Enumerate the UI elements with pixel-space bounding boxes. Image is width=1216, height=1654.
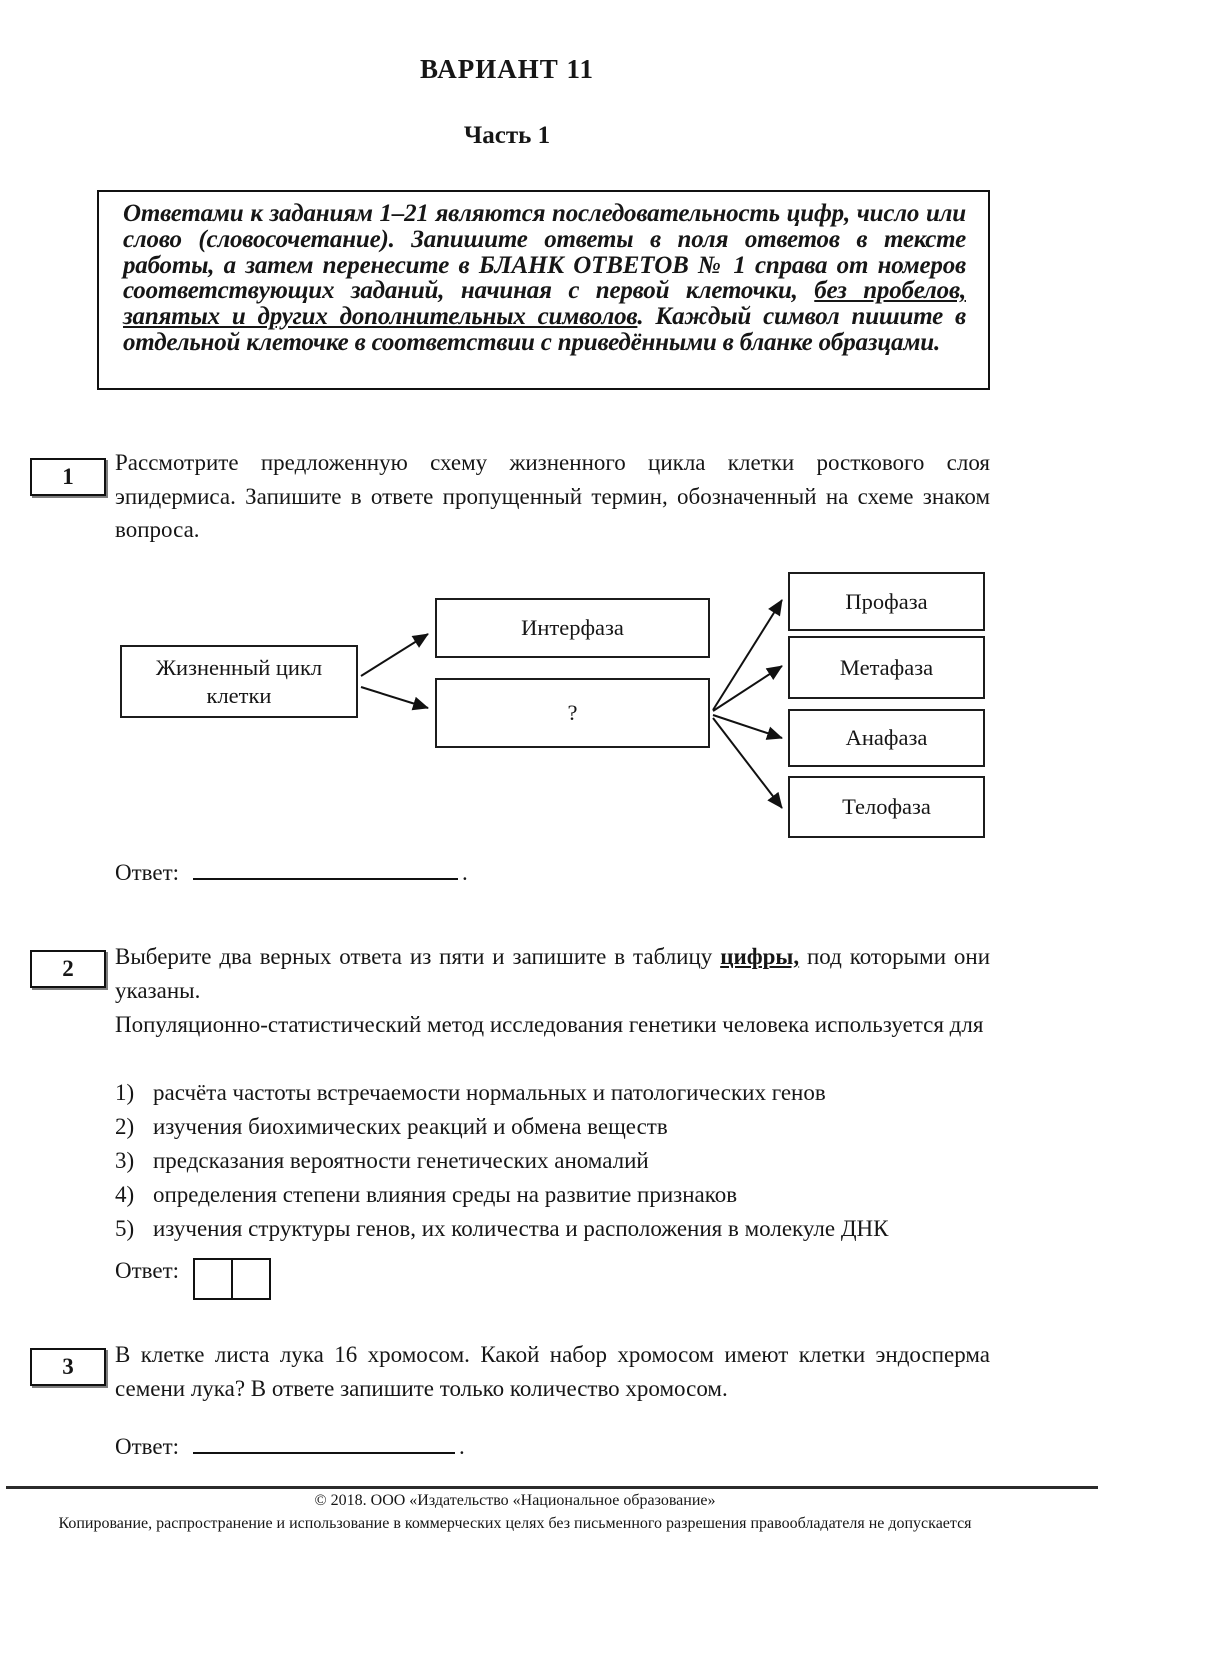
question-2-number: 2 (30, 950, 106, 988)
footer-copyright: © 2018. ООО «Издательство «Национальное образование» (314, 1492, 716, 1509)
option-5-text: изучения структуры генов, их количества и расположения в молекуле ДНК (153, 1216, 889, 1241)
option-3-marker: 3) (115, 1148, 135, 1173)
diagram-box-unknown: ? (435, 678, 710, 748)
question-3-number: 3 (30, 1348, 106, 1386)
question-1-number: 1 (30, 458, 106, 496)
answer-label: Ответ: (115, 860, 180, 885)
option-4 (115, 1178, 995, 1212)
diagram-box-anaphase: Анафаза (788, 709, 985, 767)
question-3-answer-line (115, 1432, 465, 1460)
question-2-stem: Популяционно-статистический метод исследования генетики человека используется для (115, 1012, 984, 1037)
diagram-box-prophase: Профаза (788, 572, 985, 631)
question-2-options (115, 1076, 995, 1246)
answer-label: Ответ: (115, 1434, 180, 1459)
q2-intro-underlined: цифры, (720, 944, 800, 969)
diagram-box-telophase: Телофаза (788, 776, 985, 838)
question-2-answer-row (115, 1258, 271, 1300)
option-1-marker: 1) (115, 1080, 135, 1105)
instruction-box (97, 190, 990, 390)
option-2 (115, 1110, 995, 1144)
question-1-text: Рассмотрите предложенную схему жизненного цикла клетки росткового слоя эпидермиса. Запишите в ответе пропущенный термин, обозначенный на схеме знаком вопроса. (115, 450, 990, 542)
instruction-underlined: без пробелов, запятых и других дополнительных символов (123, 277, 966, 331)
answer-period: . (462, 860, 468, 885)
q2-intro-part1: Выберите два верных ответа из пяти и запишите в таблицу (115, 944, 721, 969)
instruction-part1: Ответами к заданиям 1–21 являются последовательность цифр, число или слово (словосочетание). Запишите ответы в поля ответов в тексте работы, а затем перенесите в БЛАНК ОТВЕТОВ № 1 справа от номеров соответствующих заданий, начиная с первой клеточки, (123, 200, 966, 305)
answer-label: Ответ: (115, 1258, 180, 1283)
instruction-part2: . Каждый символ пишите в отдельной клеточке в соответствии с приведёнными в бланке образцами. (123, 303, 966, 356)
answer-cell-1 (195, 1260, 231, 1298)
q2-intro-part2: под которыми они указаны. (115, 944, 990, 1003)
answer-period: . (459, 1434, 465, 1459)
option-5-marker: 5) (115, 1216, 135, 1241)
answer-blank (193, 1432, 455, 1454)
answer-blank (193, 858, 458, 880)
option-4-text: определения степени влияния среды на развитие признаков (153, 1182, 738, 1207)
cell-cycle-diagram (0, 560, 1016, 860)
question-3-text: В клетке листа лука 16 хромосом. Какой набор хромосом имеют клетки эндосперма семени лука? В ответе запишите только количество хромосом. (115, 1342, 990, 1401)
option-1-text: расчёта частоты встречаемости нормальных и патологических генов (153, 1080, 826, 1105)
diagram-box-life-cycle: Жизненный цикл клетки (120, 645, 358, 718)
question-1-answer-line (115, 858, 468, 886)
diagram-box-metaphase: Метафаза (788, 636, 985, 699)
answer-table (193, 1258, 271, 1300)
option-1 (115, 1076, 995, 1110)
option-2-marker: 2) (115, 1114, 135, 1139)
option-2-text: изучения биохимических реакций и обмена веществ (153, 1114, 668, 1139)
option-5 (115, 1212, 995, 1246)
variant-title: ВАРИАНТ 11 (419, 54, 595, 84)
answer-cell-2 (231, 1260, 269, 1298)
diagram-box-interphase: Интерфаза (435, 598, 710, 658)
option-3-text: предсказания вероятности генетических аномалий (153, 1148, 649, 1173)
footer-rule (6, 1486, 1098, 1489)
option-3 (115, 1144, 995, 1178)
footer-notice: Копирование, распространение и использование в коммерческих целях без письменного разрешения правообладателя не допускается (58, 1515, 972, 1532)
option-4-marker: 4) (115, 1182, 135, 1207)
part-title: Часть 1 (463, 122, 551, 149)
question-2-intro (115, 940, 990, 1007)
instruction-text (123, 201, 966, 356)
